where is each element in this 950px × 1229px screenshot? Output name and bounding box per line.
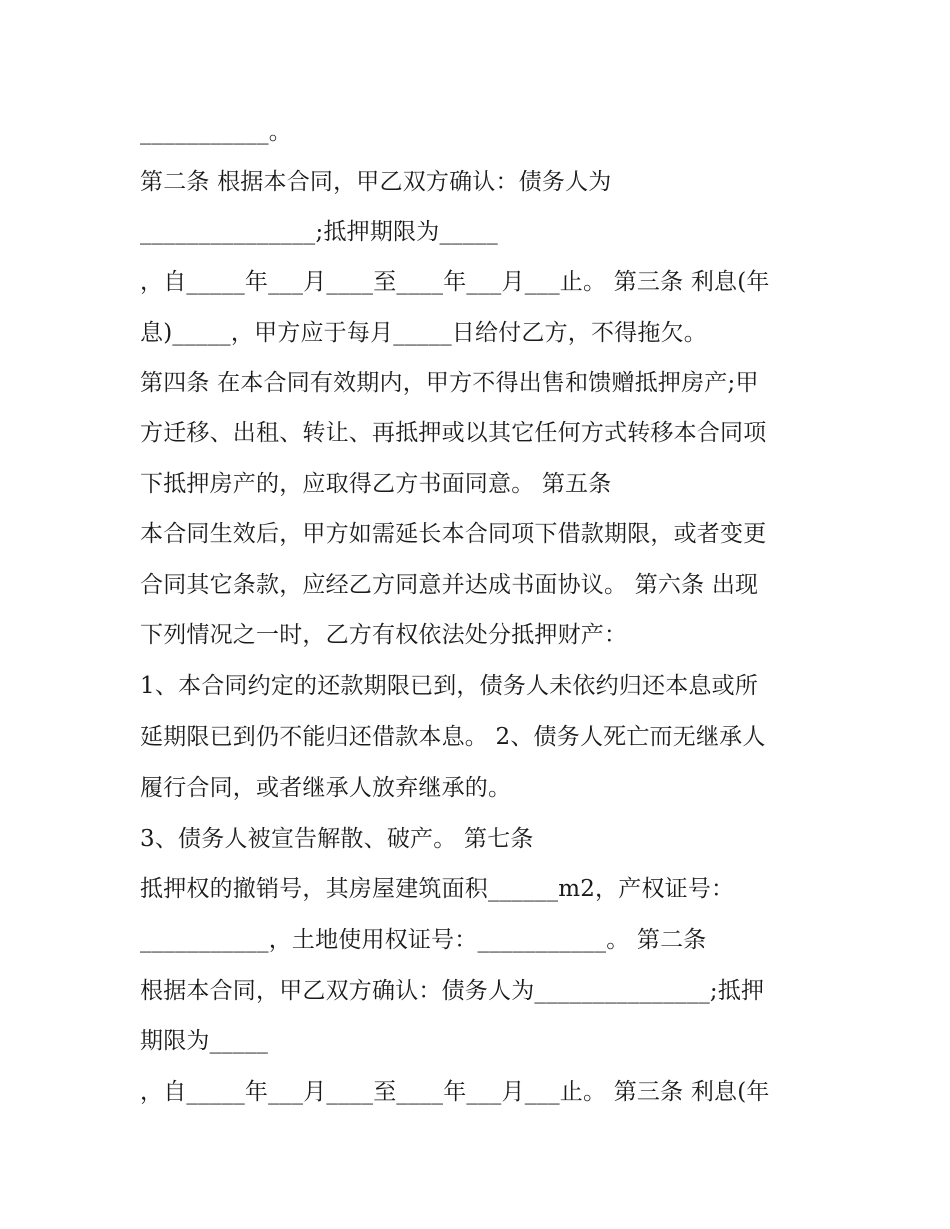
text-line: ___________。: [140, 119, 292, 145]
text-line: 3、债务人被宣告解散、破产。 第七条: [140, 826, 534, 852]
text-line: 期限为_____: [140, 1028, 269, 1054]
text-line: ，自_____年___月____至____年___月___止。 第三条 利息(年: [140, 269, 770, 295]
text-line: 息)_____，甲方应于每月_____日给付乙方，不得拖欠。: [140, 320, 707, 346]
text-line: 本合同生效后，甲方如需延长本合同项下借款期限，或者变更: [140, 521, 767, 547]
text-line: ，自_____年___月____至____年___月___止。 第三条 利息(年: [140, 1079, 770, 1105]
text-line: 根据本合同，甲乙双方确认：债务人为_______________;抵押: [140, 978, 765, 1004]
text-line: 方迁移、出租、转让、再抵押或以其它任何方式转移本合同项: [140, 420, 767, 446]
text-line: 下抵押房产的，应取得乙方书面同意。 第五条: [140, 471, 612, 497]
text-line: ___________，土地使用权证号：___________。 第二条: [140, 927, 707, 953]
text-line: _______________;抵押期限为_____: [140, 219, 498, 245]
text-line: 第二条 根据本合同，甲乙双方确认：债务人为: [140, 169, 612, 195]
text-line: 抵押权的撤销号，其房屋建筑面积______m2，产权证号：: [140, 876, 735, 902]
text-line: 1、本合同约定的还款期限已到，债务人未依约归还本息或所: [140, 673, 759, 699]
text-line: 合同其它条款，应经乙方同意并达成书面协议。 第六条 出现: [140, 572, 759, 598]
text-line: 第四条 在本合同有效期内，甲方不得出售和馈赠抵押房产;甲: [140, 370, 759, 396]
text-line: 履行合同，或者继承人放弃继承的。: [140, 775, 512, 801]
text-line: 延期限已到仍不能归还借款本息。 2、债务人死亡而无继承人: [140, 724, 766, 750]
text-line: 下列情况之一时，乙方有权依法处分抵押财产：: [140, 622, 628, 648]
